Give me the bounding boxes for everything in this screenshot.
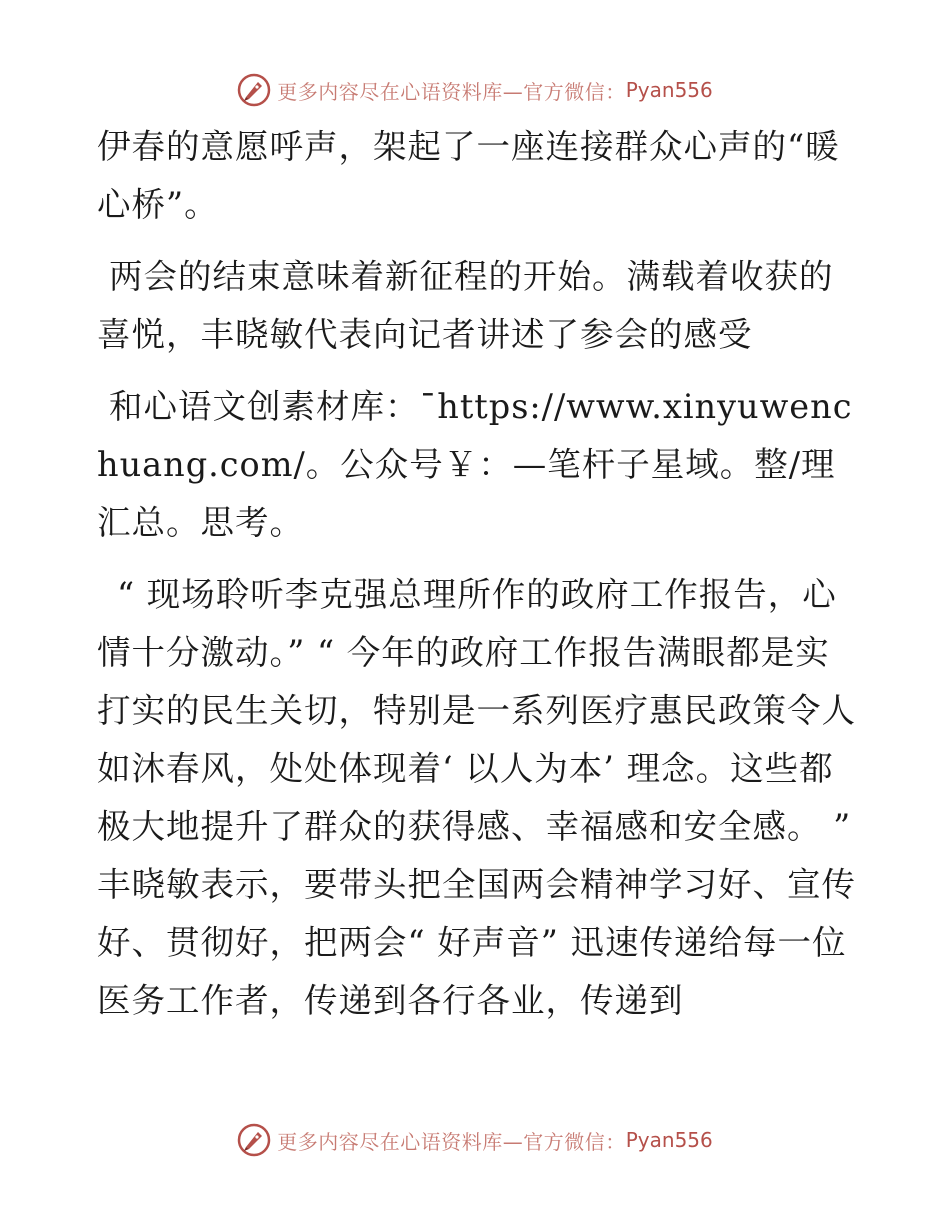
- footer-banner-wechat-id: Pyan556: [625, 1128, 713, 1152]
- header-banner: [0, 70, 950, 110]
- header-banner-wechat-id: Pyan556: [625, 78, 713, 102]
- footer-banner-text: 更多内容尽在心语资料库—官方微信：: [277, 1129, 626, 1154]
- footer-banner: [0, 1120, 950, 1160]
- paragraph-4: “ 现场聆听李克强总理所作的政府工作报告，心情十分激动。” “ 今年的政府工作报告满眼都是实打实的民生关切，特别是一系列医疗惠民政策令人如沐春风，处处体现着‘ 以人为本’ 理念。这些都极大地提升了群众的获得感、幸福感和安全感。 ” 丰晓敏表示，要带头把全国两会精神学习好、宣传好、贯彻好，把两会“ 好声音” 迅速传递给每一位医务工作者，传递到各行各业，传递到: [97, 575, 856, 1020]
- paragraph-3: 和心语文创素材库：¯https://www.xinyuwenchuang.com/。公众号￥：—笔杆子星域。整/理汇总。思考。: [97, 387, 853, 542]
- paragraph-2: 两会的结束意味着新征程的开始。满载着收获的喜悦，丰晓敏代表向记者讲述了参会的感受: [97, 257, 834, 354]
- document-body: [97, 118, 857, 1030]
- paragraph-1: 伊春的意愿呼声，架起了一座连接群众心声的“暖心桥”。: [97, 127, 840, 224]
- pen-nib-logo-icon: [237, 1123, 271, 1157]
- header-banner-text: 更多内容尽在心语资料库—官方微信：: [277, 79, 626, 104]
- pen-nib-logo-icon: [237, 73, 271, 107]
